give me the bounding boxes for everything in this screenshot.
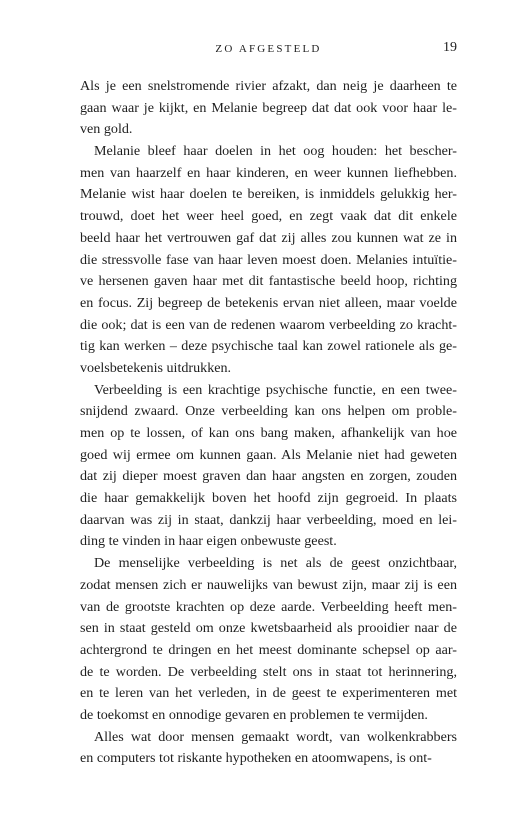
text-line: en te leren van het verleden, in de geest te experimenteren met [80,685,457,702]
body-text [80,76,457,770]
text-line: Melanie bleef haar doelen in het oog houden: het bescher- [94,143,457,160]
text-line: Verbeelding is een krachtige psychische functie, en een twee- [94,381,457,398]
paragraph [80,141,457,380]
paragraph [80,727,457,770]
text-line: dat zij dieper moest graven dan haar angsten en zorgen, zouden [80,468,457,485]
text-line: ding te vinden in haar eigen onbewuste geest. [80,533,337,550]
page-number: 19 [443,40,457,55]
text-line: de te worden. De verbeelding stelt ons in staat tot herinnering, [80,663,457,680]
text-line: De menselijke verbeelding is net als de geest onzichtbaar, [94,555,457,572]
text-line: achtergrond te dringen en het meest dominante schepsel op aar- [80,641,457,658]
text-line: daarvan was zij in staat, dankzij haar verbeelding, moed en lei- [80,511,457,528]
text-line: beeld haar het vertrouwen gaf dat zij alles zou kunnen wat ze in [80,229,457,246]
text-line: de toekomst en onnodige gevaren en problemen te vermijden. [80,706,428,723]
paragraph [80,553,457,727]
text-line: ven gold. [80,121,133,138]
text-line: men op te lossen, of kan ons bang maken, afhankelijk van hoe [80,425,457,441]
text-line: goed wij ermee om kunnen gaan. Als Melanie niet had geweten [80,446,457,463]
text-line: Als je een snelstromende rivier afzakt, dan neig je daarheen te [80,78,457,94]
text-line: en computers tot riskante hypotheken en atoomwapens, is ont- [80,750,432,767]
text-line: sen in staat gesteld om onze kwetsbaarheid als prooidier naar de [80,620,457,637]
text-line: en focus. Zij begreep de betekenis ervan niet alleen, maar voelde [80,294,457,311]
text-line: die ook; dat is een van de redenen waarom verbeelding zo kracht- [80,316,457,333]
text-line: men van haarzelf en haar kinderen, en weer kunnen liefhebben. [80,164,457,181]
text-line: ve hersenen gaven haar met dit fantastische beeld hoop, richting [80,273,457,290]
text-line: snijdend zwaard. Onze verbeelding kan ons helpen om proble- [80,403,457,420]
text-line: die stressvolle fase van haar leven moest doen. Melanies intuïtie- [80,251,457,268]
text-line: Alles wat door mensen gemaakt wordt, van wolkenkrabbers [94,728,457,745]
paragraph [80,76,457,141]
text-line: van de grootste krachten op deze aarde. Verbeelding heeft men- [80,598,457,615]
text-line: zodat mensen zich er nauwelijks van bewust zijn, maar zij is een [80,576,457,593]
text-line: Melanie wist haar doelen te bereiken, is inmiddels gelukkig her- [80,186,457,203]
text-line: voelsbetekenis uitdrukken. [80,359,232,376]
running-title: ZO AFGESTELD [215,43,322,55]
text-line: die haar gemakkelijk boven het hoofd zijn gegroeid. In plaats [80,490,457,507]
text-line: tig kan werken – deze psychische taal kan zowel rationele als ge- [80,338,457,355]
running-header [80,40,457,60]
text-line: gaan waar je kijkt, en Melanie begreep dat dat ook voor haar le- [80,99,457,116]
text-line: trouwd, doet het weer heel goed, en zegt vaak dat dit enkele [80,208,457,225]
paragraph [80,380,457,554]
